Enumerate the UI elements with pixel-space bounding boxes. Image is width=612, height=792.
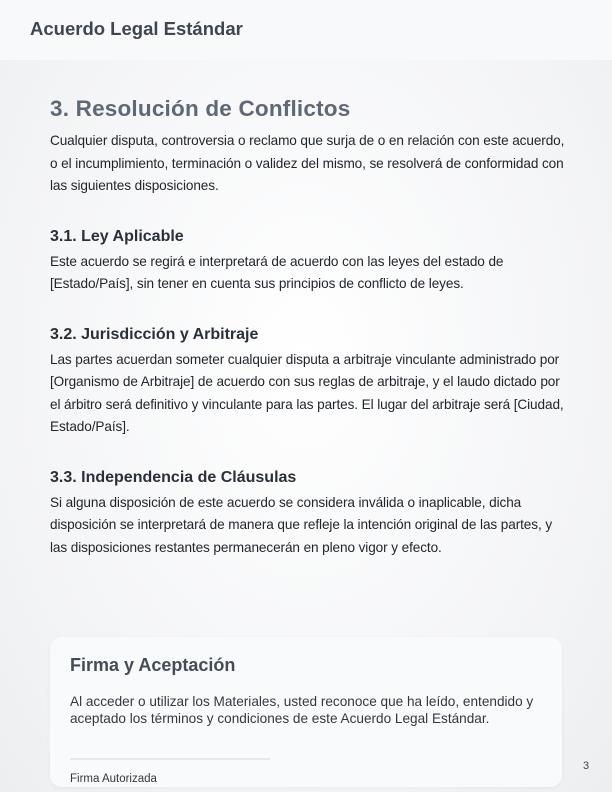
page-number: 3 xyxy=(583,760,590,772)
section-title: 3. Resolución de Conflictos xyxy=(50,96,351,121)
signature-text: Al acceder o utilizar los Materiales, usted reconoce que ha leído, entendido y aceptado los términos y condiciones de este Acuerdo Legal Estándar. xyxy=(70,694,534,726)
signature-label: Firma Autorizada xyxy=(70,773,157,785)
document-title: Acuerdo Legal Estándar xyxy=(30,18,243,39)
signature-card xyxy=(50,637,562,787)
subsection-text-applicable-law: Este acuerdo se regirá e interpretará de acuerdo con las leyes del estado de [Estado/País], sin tener en cuenta sus principios de conflicto de leyes. xyxy=(50,253,504,291)
subsection-text-jurisdiction: Las partes acuerdan someter cualquier disputa a arbitraje vinculante administrado por [Organismo de Arbitraje] de acuerdo con sus reglas de arbitraje, y el laudo dictado por el árbitro será definitivo y vinculante para las partes. El lugar del arbitraje será [Ciudad, Estado/País]. xyxy=(50,351,564,434)
document-header xyxy=(0,0,612,60)
section-intro: Cualquier disputa, controversia o reclamo que surja de o en relación con este acuerdo, o el incumplimiento, terminación o validez del mismo, se resolverá de conformidad con las siguientes disposiciones. xyxy=(50,133,565,193)
section-conflict-resolution xyxy=(50,96,565,559)
subsection-title-applicable-law: 3.1. Ley Aplicable xyxy=(50,227,184,245)
signature-title: Firma y Aceptación xyxy=(70,655,236,675)
subsection-text-severability: Si alguna disposición de este acuerdo se considera inválida o inaplicable, dicha disposición se interpretará de manera que refleje la intención original de las partes, y las disposiciones restantes permanecerán en pleno vigor y efecto. xyxy=(50,494,553,555)
subsection-title-jurisdiction: 3.2. Jurisdicción y Arbitraje xyxy=(50,325,259,343)
subsection-title-severability: 3.3. Independencia de Cláusulas xyxy=(50,468,297,486)
signature-line xyxy=(70,758,270,760)
